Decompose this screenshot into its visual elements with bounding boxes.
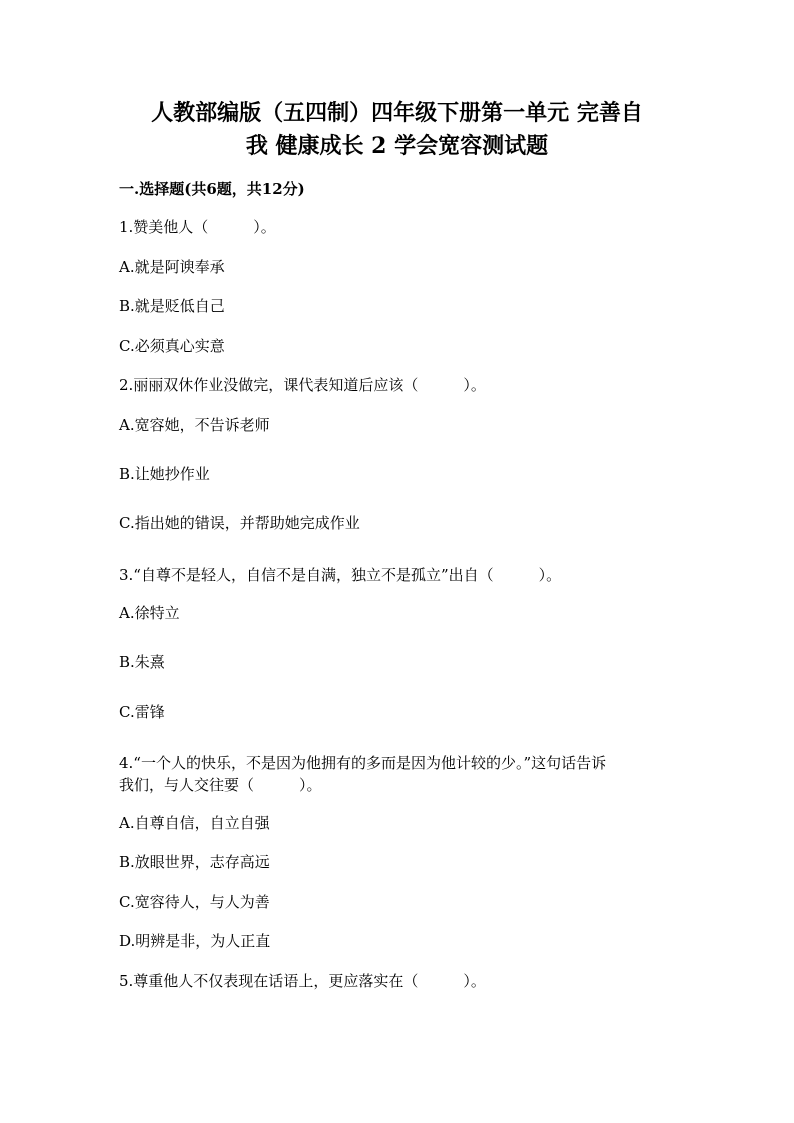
question-1-option-c: C.必须真心实意 <box>119 337 225 355</box>
question-2-option-a: A.宽容她，不告诉老师 <box>119 416 270 434</box>
question-3-option-c: C.雷锋 <box>119 703 165 721</box>
question-4-option-c: C.宽容待人，与人为善 <box>119 893 270 911</box>
question-1-option-b: B.就是贬低自己 <box>119 297 225 315</box>
question-3-stem: 3.“自尊不是轻人，自信不是自满，独立不是孤立”出自（ ）。 <box>119 566 562 584</box>
question-2-option-b: B.让她抄作业 <box>119 465 210 483</box>
document-title-line2: 我 健康成长 2 学会宽容测试题 <box>245 133 549 159</box>
question-4-stem-line2: 我们，与人交往要（ ）。 <box>119 776 322 794</box>
question-3-option-a: A.徐特立 <box>119 604 180 622</box>
question-2-option-c: C.指出她的错误，并帮助她完成作业 <box>119 514 360 532</box>
document-title-line1: 人教部编版（五四制）四年级下册第一单元 完善自 <box>151 100 643 126</box>
question-4-stem-line1: 4.“一个人的快乐，不是因为他拥有的多而是因为他计较的少。”这句话告诉 <box>119 754 607 772</box>
question-5-stem: 5.尊重他人不仅表现在话语上，更应落实在（ ）。 <box>119 972 486 990</box>
question-2-stem: 2.丽丽双休作业没做完，课代表知道后应该（ ）。 <box>119 376 486 394</box>
question-4-option-a: A.自尊自信，自立自强 <box>119 814 270 832</box>
question-1-option-a: A.就是阿谀奉承 <box>119 258 225 276</box>
question-4-option-d: D.明辨是非，为人正直 <box>119 932 271 950</box>
question-3-option-b: B.朱熹 <box>119 653 165 671</box>
question-4-option-b: B.放眼世界，志存高远 <box>119 853 270 871</box>
section-heading: 一.选择题(共6题，共12分) <box>119 180 305 198</box>
question-1-stem: 1.赞美他人（ ）。 <box>119 218 276 236</box>
